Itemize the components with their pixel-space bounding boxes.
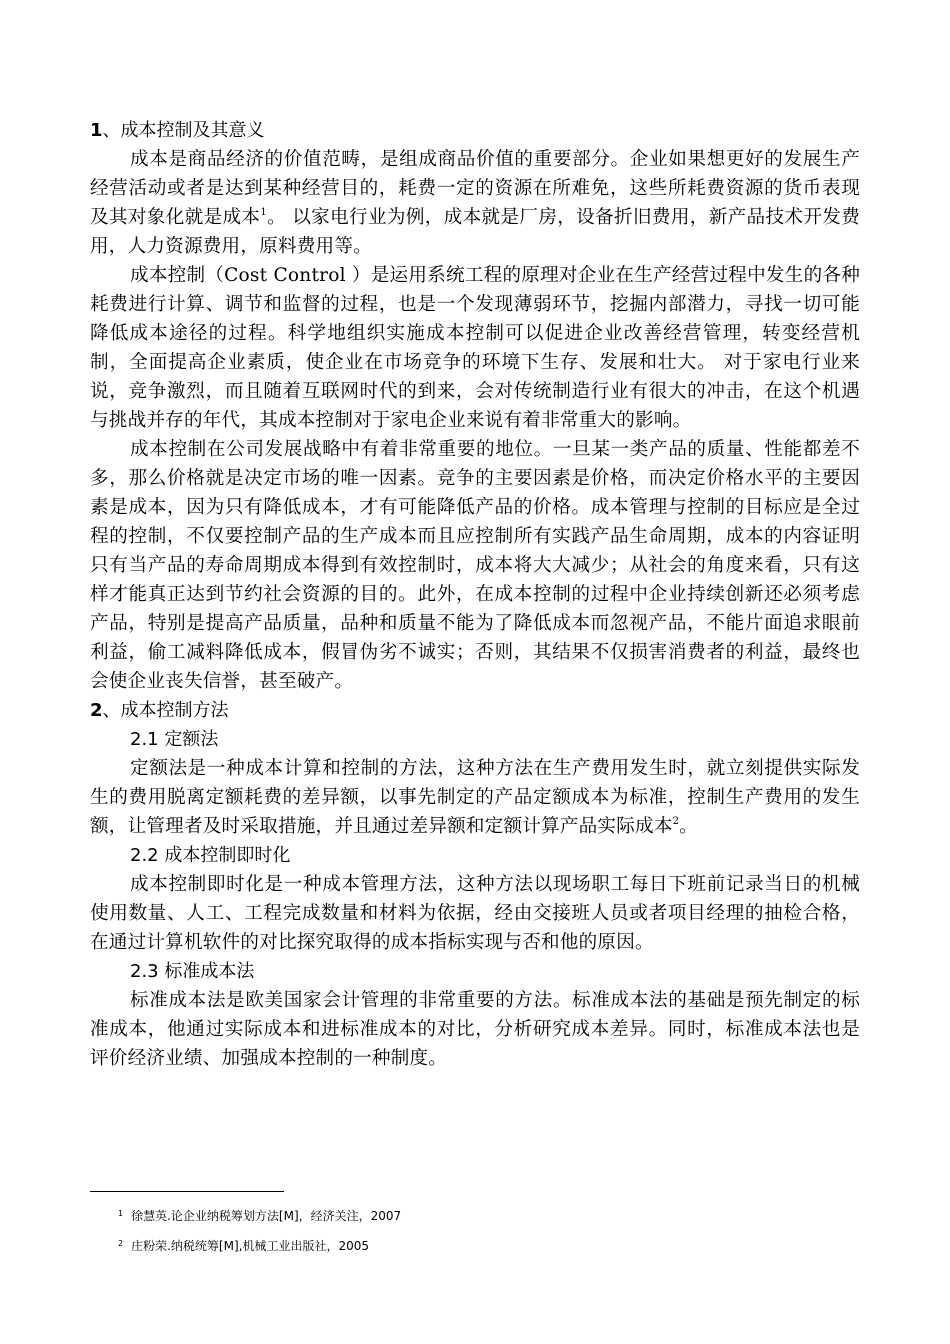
subsection-2-3-paragraph: 标准成本法是欧美国家会计管理的非常重要的方法。标准成本法的基础是预先制定的标准成本，他通过实际成本和进标准成本的对比，分析研究成本差异。同时，标准成本法也是评价经济业绩、加强成本控制的一种制度。 xyxy=(90,990,860,1069)
subsection-2-1-text-a: 定额法是一种成本计算和控制的方法，这种方法在生产费用发生时，就立刻提供实际发生的费用脱离定额耗费的差异额，以事先制定的产品定额成本为标准，控制生产费用的发生额，让管理者及时采取措施，并且通过差异额和定额计算产品实际成本 xyxy=(90,758,860,837)
section-2-number: 2 xyxy=(90,700,103,721)
footnote-2-text: 庄粉荣.纳税统筹[M],机械工业出版社，2005 xyxy=(131,1239,369,1253)
subsection-2-3-heading: 2.3 标准成本法 xyxy=(130,961,255,982)
footnote-separator xyxy=(90,1191,284,1192)
footnote-1-mark: 1 xyxy=(118,1209,124,1218)
section-1-paragraph-3: 成本控制在公司发展战略中有着非常重要的地位。一旦某一类产品的质量、性能都差不多，那么价格就是决定市场的唯一因素。竞争的主要因素是价格，而决定价格水平的主要因素是成本，因为只有降低成本，才有可能降低产品的价格。成本管理与控制的目标应是全过程的控制，不仅要控制产品的生产成本而且应控制所有实践产品生命周期，成本的内容证明只有当产品的寿命周期成本得到有效控制时，成本将大大减少；从社会的角度来看，只有这样才能真正达到节约社会资源的目的。此外，在成本控制的过程中企业持续创新还必须考虑产品，特别是提高产品质量，品种和质量不能为了降低成本而忽视产品，不能片面追求眼前利益，偷工减料降低成本，假冒伪劣不诚实；否则，其结果不仅损害消费者的利益，最终也会使企业丧失信誉，甚至破产。 xyxy=(90,439,860,692)
footnote-2 xyxy=(118,1236,369,1254)
footnote-1 xyxy=(118,1206,401,1224)
subsection-2-1-text-b: 。 xyxy=(679,816,698,837)
section-1-paragraph-1-text-a: 成本是商品经济的价值范畴，是组成商品价值的重要部分。企业如果想更好的发展生产经营活动或者是达到某种经营目的，耗费一定的资源在所难免，这些所耗费资源的货币表现及其对象化就是成本 xyxy=(90,149,860,228)
section-1-title: 、成本控制及其意义 xyxy=(102,120,265,141)
subsection-2-1-paragraph xyxy=(90,754,860,841)
subsection-2-2-paragraph: 成本控制即时化是一种成本管理方法，这种方法以现场职工每日下班前记录当日的机械使用数量、人工、工程完成数量和材料为依据，经由交接班人员或者项目经理的抽检合格，在通过计算机软件的对比探究取得的成本指标实现与否和他的原因。 xyxy=(90,874,860,953)
footnote-ref-2[interactable]: 2 xyxy=(672,816,680,827)
section-1-paragraph-1-text-b: 。 以家电行业为例，成本就是厂房，设备折旧费用，新产品技术开发费用，人力资源费用，原料费用等。 xyxy=(90,207,860,257)
section-1-paragraph-2: 成本控制（Cost Control ）是运用系统工程的原理对企业在生产经营过程中发生的各种耗费进行计算、调节和监督的过程，也是一个发现薄弱环节，挖掘内部潜力，寻找一切可能降低成本途径的过程。科学地组织实施成本控制可以促进企业改善经营管理，转变经营机制，全面提高企业素质，使企业在市场竞争的环境下生存、发展和壮大。 对于家电行业来说，竞争激烈，而且随着互联网时代的到来，会对传统制造行业有很大的冲击，在这个机遇与挑战并存的年代，其成本控制对于家电企业来说有着非常重大的影响。 xyxy=(90,265,860,431)
footnote-1-text: 徐慧英.论企业纳税筹划方法[M]，经济关注，2007 xyxy=(131,1209,402,1223)
section-1-heading xyxy=(90,116,860,145)
section-2-heading xyxy=(90,696,860,725)
footnote-ref-1[interactable]: 1 xyxy=(260,207,267,218)
subsection-2-1-heading: 2.1 定额法 xyxy=(130,729,219,750)
section-1-paragraph-1 xyxy=(90,145,860,261)
section-1-number: 1 xyxy=(90,120,103,141)
footnote-2-mark: 2 xyxy=(118,1239,124,1248)
subsection-2-2-heading: 2.2 成本控制即时化 xyxy=(130,845,291,866)
document-body xyxy=(90,116,860,1073)
section-2-title: 、成本控制方法 xyxy=(102,700,229,721)
